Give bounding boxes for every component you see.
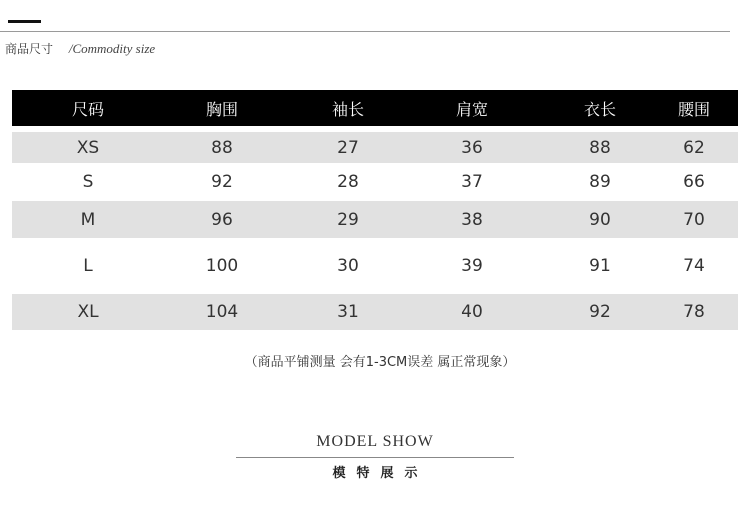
model-show-title: MODEL SHOW — [316, 433, 434, 450]
cell-shoulder: 39 — [461, 256, 483, 276]
cell-length: 88 — [589, 137, 611, 158]
cell-waist: 74 — [683, 256, 705, 276]
cell-size: S — [82, 172, 94, 192]
cell-chest: 100 — [205, 256, 239, 276]
cell-waist: 70 — [683, 209, 705, 230]
cell-size: M — [80, 209, 96, 230]
top-divider — [0, 31, 730, 32]
cell-sleeve: 29 — [337, 209, 359, 230]
table-row — [12, 163, 738, 201]
model-show-subtitle: 模特展示 — [332, 466, 429, 481]
header-chest: 胸围 — [205, 99, 238, 119]
cell-size: XS — [76, 137, 100, 158]
header-size: 尺码 — [71, 99, 104, 119]
header-shoulder: 肩宽 — [455, 99, 488, 119]
cell-length: 89 — [589, 172, 611, 192]
cell-length: 90 — [589, 209, 611, 230]
cell-sleeve: 28 — [337, 172, 359, 192]
cell-waist: 78 — [683, 302, 705, 322]
cell-shoulder: 37 — [461, 172, 483, 192]
section-title — [5, 40, 155, 57]
cell-waist: 66 — [683, 172, 705, 192]
cell-shoulder: 36 — [461, 137, 483, 158]
header-length: 衣长 — [583, 99, 616, 119]
table-header — [12, 90, 738, 126]
table-row — [12, 201, 738, 238]
header-sleeve: 袖长 — [331, 99, 364, 119]
cell-chest: 92 — [211, 172, 233, 192]
cell-shoulder: 38 — [461, 209, 483, 230]
model-show-divider — [236, 457, 514, 458]
cell-size: L — [83, 256, 93, 276]
cell-length: 91 — [589, 256, 611, 276]
section-title-en: /Commodity size — [68, 41, 156, 56]
cell-chest: 88 — [211, 137, 233, 158]
cell-sleeve: 30 — [337, 256, 359, 276]
table-row — [12, 294, 738, 330]
cell-size: XL — [77, 302, 99, 322]
measurement-note: （商品平铺测量 会有1-3CM误差 属正常现象） — [244, 355, 516, 370]
section-title-cn: 商品尺寸 — [5, 42, 54, 56]
cell-length: 92 — [589, 302, 611, 322]
cell-waist: 62 — [683, 137, 705, 158]
size-table — [12, 90, 738, 330]
cell-chest: 96 — [211, 209, 233, 230]
cell-shoulder: 40 — [461, 302, 483, 322]
cell-sleeve: 31 — [337, 302, 359, 322]
cell-chest: 104 — [205, 302, 239, 322]
top-accent-bar — [8, 20, 41, 23]
header-waist: 腰围 — [677, 99, 710, 119]
cell-sleeve: 27 — [337, 137, 359, 158]
table-row — [12, 238, 738, 294]
table-row — [12, 132, 738, 163]
